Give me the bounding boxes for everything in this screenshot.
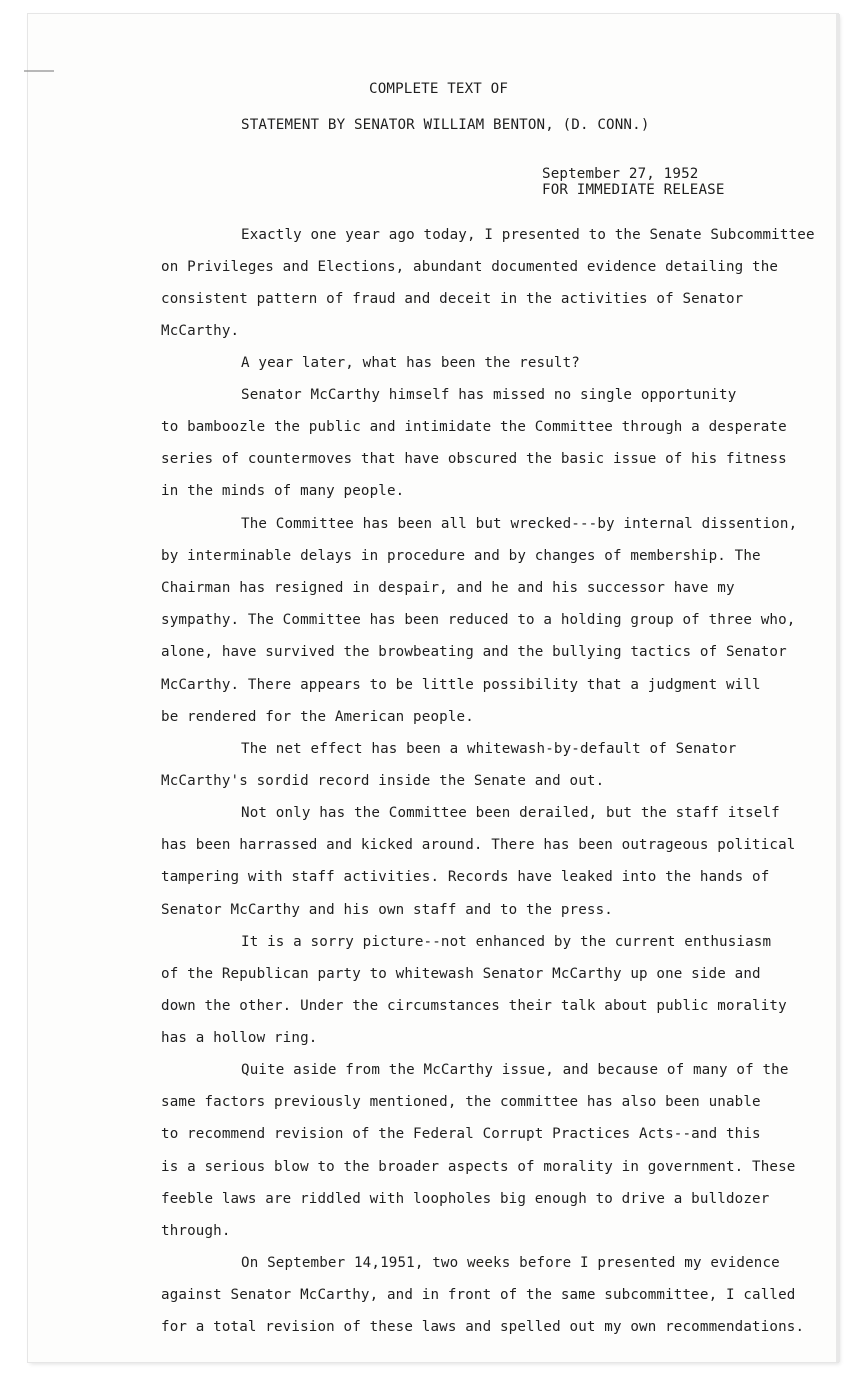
body-line: feeble laws are riddled with loopholes big enough to drive a bulldozer: [161, 1191, 770, 1207]
body-line: Exactly one year ago today, I presented to the Senate Subcommittee: [241, 227, 815, 243]
body-line: McCarthy's sordid record inside the Senate and out.: [161, 773, 605, 789]
body-line: On September 14,1951, two weeks before I presented my evidence: [241, 1255, 780, 1271]
body-line: for a total revision of these laws and spelled out my own recommendations.: [161, 1319, 805, 1335]
body-line: by interminable delays in procedure and by changes of membership. The: [161, 548, 761, 564]
body-line: It is a sorry picture--not enhanced by the current enthusiasm: [241, 934, 772, 950]
release-date: September 27, 1952: [542, 166, 699, 182]
body-line: to recommend revision of the Federal Corrupt Practices Acts--and this: [161, 1126, 761, 1142]
body-line: through.: [161, 1223, 231, 1239]
body-line: McCarthy. There appears to be little possibility that a judgment will: [161, 677, 761, 693]
body-line: is a serious blow to the broader aspects of morality in government. These: [161, 1159, 796, 1175]
body-line: of the Republican party to whitewash Senator McCarthy up one side and: [161, 966, 761, 982]
body-line: sympathy. The Committee has been reduced to a holding group of three who,: [161, 612, 796, 628]
body-line: same factors previously mentioned, the committee has also been unable: [161, 1094, 761, 1110]
body-line: The net effect has been a whitewash-by-default of Senator: [241, 741, 737, 757]
body-line: A year later, what has been the result?: [241, 355, 580, 371]
body-line: Chairman has resigned in despair, and he and his successor have my: [161, 580, 735, 596]
body-line: McCarthy.: [161, 323, 240, 339]
body-line: alone, have survived the browbeating and the bullying tactics of Senator: [161, 644, 787, 660]
body-line: Quite aside from the McCarthy issue, and because of many of the: [241, 1062, 789, 1078]
body-line: consistent pattern of fraud and deceit in the activities of Senator: [161, 291, 744, 307]
body-line: down the other. Under the circumstances their talk about public morality: [161, 998, 787, 1014]
paper-mark: [24, 70, 54, 72]
body-line: in the minds of many people.: [161, 483, 405, 499]
body-line: has been harrassed and kicked around. There has been outrageous political: [161, 837, 796, 853]
body-line: has a hollow ring.: [161, 1030, 318, 1046]
body-line: Senator McCarthy and his own staff and to the press.: [161, 902, 613, 918]
body-line: The Committee has been all but wrecked---by internal dissention,: [241, 516, 798, 532]
body-line: against Senator McCarthy, and in front of the same subcommittee, I called: [161, 1287, 796, 1303]
body-line: series of countermoves that have obscured the basic issue of his fitness: [161, 451, 787, 467]
body-line: Not only has the Committee been derailed, but the staff itself: [241, 805, 780, 821]
heading-line-2: STATEMENT BY SENATOR WILLIAM BENTON, (D. CONN.): [241, 117, 650, 133]
body-line: on Privileges and Elections, abundant documented evidence detailing the: [161, 259, 779, 275]
body-line: Senator McCarthy himself has missed no single opportunity: [241, 387, 737, 403]
body-line: be rendered for the American people.: [161, 709, 474, 725]
release-notice: FOR IMMEDIATE RELEASE: [542, 182, 725, 198]
heading-line-1: COMPLETE TEXT OF: [369, 81, 509, 97]
page-edge: [836, 14, 840, 1362]
body-line: to bamboozle the public and intimidate the Committee through a desperate: [161, 419, 787, 435]
body-line: tampering with staff activities. Records have leaked into the hands of: [161, 869, 770, 885]
